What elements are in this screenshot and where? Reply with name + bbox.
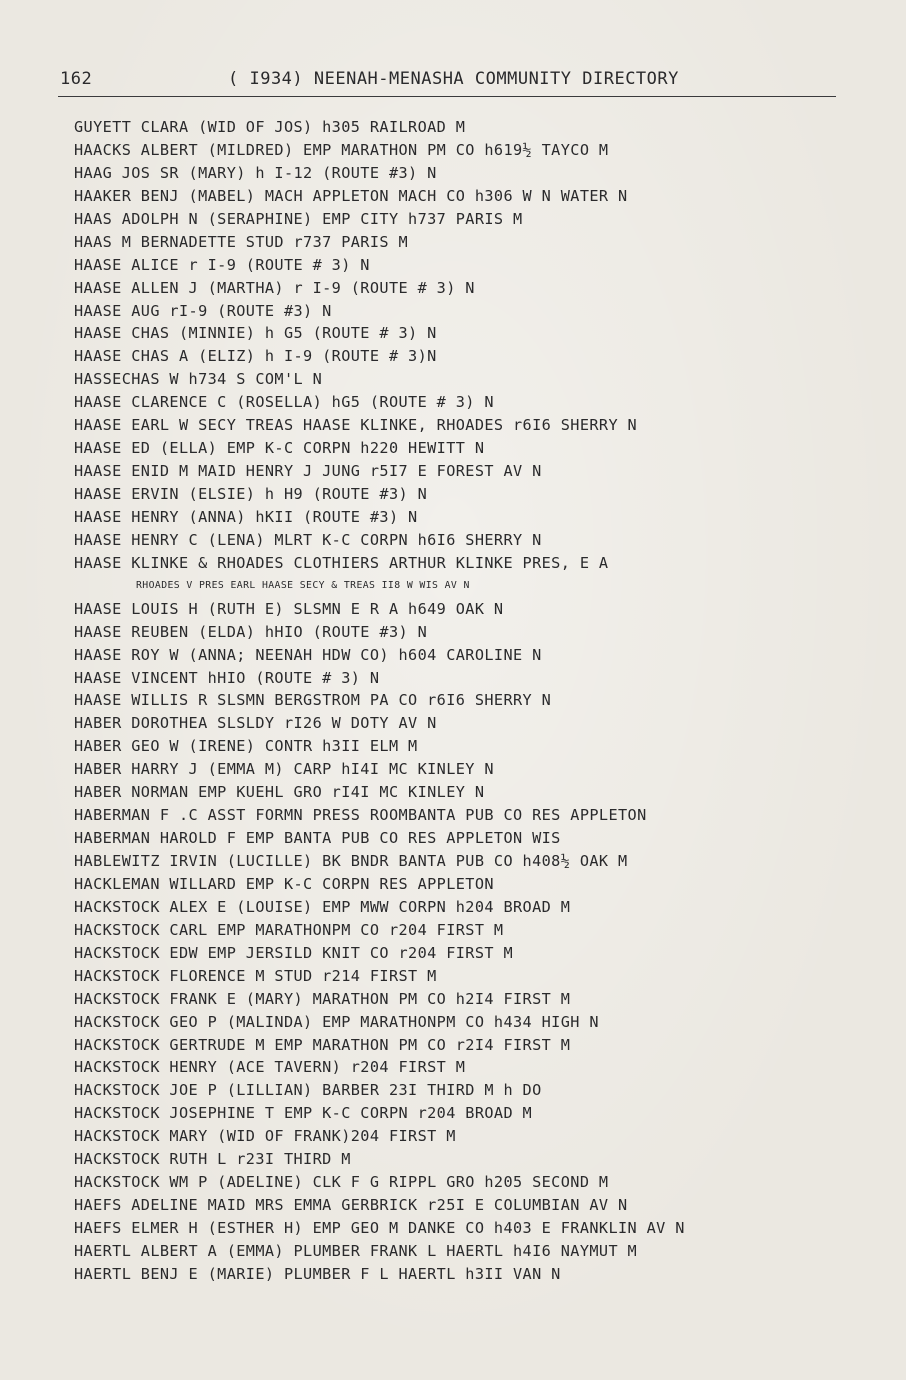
page-header bbox=[58, 64, 836, 94]
directory-entry: HAASE CHAS A (ELIZ) h I-9 (ROUTE # 3)N bbox=[74, 347, 437, 366]
directory-entry: HAASE ROY W (ANNA; NEENAH HDW CO) h604 CAROLINE N bbox=[74, 645, 542, 664]
directory-entry: HAASE EARL W SECY TREAS HAASE KLINKE, RHOADES r6I6 SHERRY N bbox=[74, 416, 638, 435]
directory-entry: HAASE AUG rI-9 (ROUTE #3) N bbox=[74, 301, 332, 320]
directory-entry: HAASE CHAS (MINNIE) h G5 (ROUTE # 3) N bbox=[74, 324, 437, 343]
directory-entry: HAAS ADOLPH N (SERAPHINE) EMP CITY h737 PARIS M bbox=[74, 209, 523, 228]
directory-entry: HAERTL ALBERT A (EMMA) PLUMBER FRANK L HAERTL h4I6 NAYMUT M bbox=[74, 1241, 638, 1260]
directory-entry: HACKSTOCK CARL EMP MARATHONPM CO r204 FIRST M bbox=[74, 920, 504, 939]
directory-entry: HACKSTOCK FLORENCE M STUD r214 FIRST M bbox=[74, 966, 437, 985]
directory-entry: HABERMAN HAROLD F EMP BANTA PUB CO RES APPLETON WIS bbox=[74, 829, 561, 848]
directory-entry: HAEFS ELMER H (ESTHER H) EMP GEO M DANKE CO h403 E FRANKLIN AV N bbox=[74, 1219, 685, 1237]
directory-entry: HAASE ALICE r I-9 (ROUTE # 3) N bbox=[74, 255, 370, 274]
directory-entry: HAASE LOUIS H (RUTH E) SLSMN E R A h649 OAK N bbox=[74, 599, 504, 618]
directory-entry: HACKSTOCK ALEX E (LOUISE) EMP MWW CORPN h204 BROAD M bbox=[74, 897, 571, 916]
directory-entry: GUYETT CLARA (WID OF JOS) h305 RAILROAD M bbox=[74, 118, 466, 136]
directory-entry: HACKSTOCK RUTH L r23I THIRD M bbox=[74, 1150, 351, 1169]
directory-entry: HACKSTOCK JOE P (LILLIAN) BARBER 23I THIRD M h DO bbox=[74, 1081, 542, 1100]
directory-entry: HAERTL BENJ E (MARIE) PLUMBER F L HAERTL h3II VAN N bbox=[74, 1264, 561, 1283]
directory-entry: HACKSTOCK GERTRUDE M EMP MARATHON PM CO r2I4 FIRST M bbox=[74, 1035, 571, 1054]
directory-entry: HAACKS ALBERT (MILDRED) EMP MARATHON PM CO h619½ TAYCO M bbox=[74, 140, 609, 159]
directory-entry: HAASE KLINKE & RHOADES CLOTHIERS ARTHUR KLINKE PRES, E A bbox=[74, 553, 609, 572]
directory-entry: HABER NORMAN EMP KUEHL GRO rI4I MC KINLEY N bbox=[74, 783, 485, 802]
directory-entry: HABER GEO W (IRENE) CONTR h3II ELM M bbox=[74, 737, 418, 756]
page-number: 162 bbox=[60, 69, 93, 89]
directory-entry: HACKSTOCK MARY (WID OF FRANK)204 FIRST M bbox=[74, 1127, 456, 1146]
directory-entry: HACKSTOCK WM P (ADELINE) CLK F G RIPPL GRO h205 SECOND M bbox=[74, 1173, 609, 1192]
directory-entry: HACKSTOCK EDW EMP JERSILD KNIT CO r204 FIRST M bbox=[74, 943, 514, 962]
directory-entry: HAASE CLARENCE C (ROSELLA) hG5 (ROUTE # 3) N bbox=[74, 393, 494, 412]
directory-entry: HAASE ALLEN J (MARTHA) r I-9 (ROUTE # 3) N bbox=[74, 278, 475, 297]
directory-entry: HAASE ENID M MAID HENRY J JUNG r5I7 E FOREST AV N bbox=[74, 462, 542, 481]
directory-entry: HACKSTOCK JOSEPHINE T EMP K-C CORPN r204 BROAD M bbox=[74, 1104, 533, 1123]
directory-entry: HACKSTOCK GEO P (MALINDA) EMP MARATHONPM CO h434 HIGH N bbox=[74, 1012, 599, 1031]
directory-entry: HABER DOROTHEA SLSLDY rI26 W DOTY AV N bbox=[74, 714, 437, 733]
directory-entry: HAASE VINCENT hHIO (ROUTE # 3) N bbox=[74, 668, 380, 687]
directory-entry: HAAS M BERNADETTE STUD r737 PARIS M bbox=[74, 232, 409, 251]
directory-entry: HAASE HENRY (ANNA) hKII (ROUTE #3) N bbox=[74, 507, 418, 526]
directory-entry: HABLEWITZ IRVIN (LUCILLE) BK BNDR BANTA PUB CO h408½ OAK M bbox=[74, 852, 628, 870]
directory-entry: HASSECHAS W h734 S COM'L N bbox=[74, 370, 323, 389]
directory-entry: HAEFS ADELINE MAID MRS EMMA GERBRICK r25I E COLUMBIAN AV N bbox=[74, 1196, 628, 1215]
directory-entry: HACKSTOCK HENRY (ACE TAVERN) r204 FIRST M bbox=[74, 1058, 466, 1077]
directory-entry: HAASE ED (ELLA) EMP K-C CORPN h220 HEWITT N bbox=[74, 439, 485, 458]
directory-entry: HAASE HENRY C (LENA) MLRT K-C CORPN h6I6 SHERRY N bbox=[74, 530, 542, 549]
directory-entry: HAAKER BENJ (MABEL) MACH APPLETON MACH CO h306 W N WATER N bbox=[74, 186, 628, 205]
directory-entry: HAASE REUBEN (ELDA) hHIO (ROUTE #3) N bbox=[74, 622, 428, 641]
directory-entry: HAASE ERVIN (ELSIE) h H9 (ROUTE #3) N bbox=[74, 485, 428, 503]
directory-entry-continuation: RHOADES V PRES EARL HAASE SECY & TREAS II8 W WIS AV N bbox=[136, 579, 470, 591]
header-rule bbox=[58, 96, 836, 97]
directory-entry: HACKSTOCK FRANK E (MARY) MARATHON PM CO h2I4 FIRST M bbox=[74, 989, 571, 1008]
directory-entry: HAASE WILLIS R SLSMN BERGSTROM PA CO r6I6 SHERRY N bbox=[74, 691, 552, 710]
directory-entry: HABER HARRY J (EMMA M) CARP hI4I MC KINLEY N bbox=[74, 760, 494, 779]
page-title: ( I934) NEENAH-MENASHA COMMUNITY DIRECTORY bbox=[228, 69, 679, 89]
directory-entry: HACKLEMAN WILLARD EMP K-C CORPN RES APPLETON bbox=[74, 874, 494, 893]
directory-entry: HAAG JOS SR (MARY) h I-12 (ROUTE #3) N bbox=[74, 163, 437, 182]
directory-entry: HABERMAN F .C ASST FORMN PRESS ROOMBANTA PUB CO RES APPLETON bbox=[74, 806, 647, 825]
directory-entries bbox=[74, 116, 874, 1286]
